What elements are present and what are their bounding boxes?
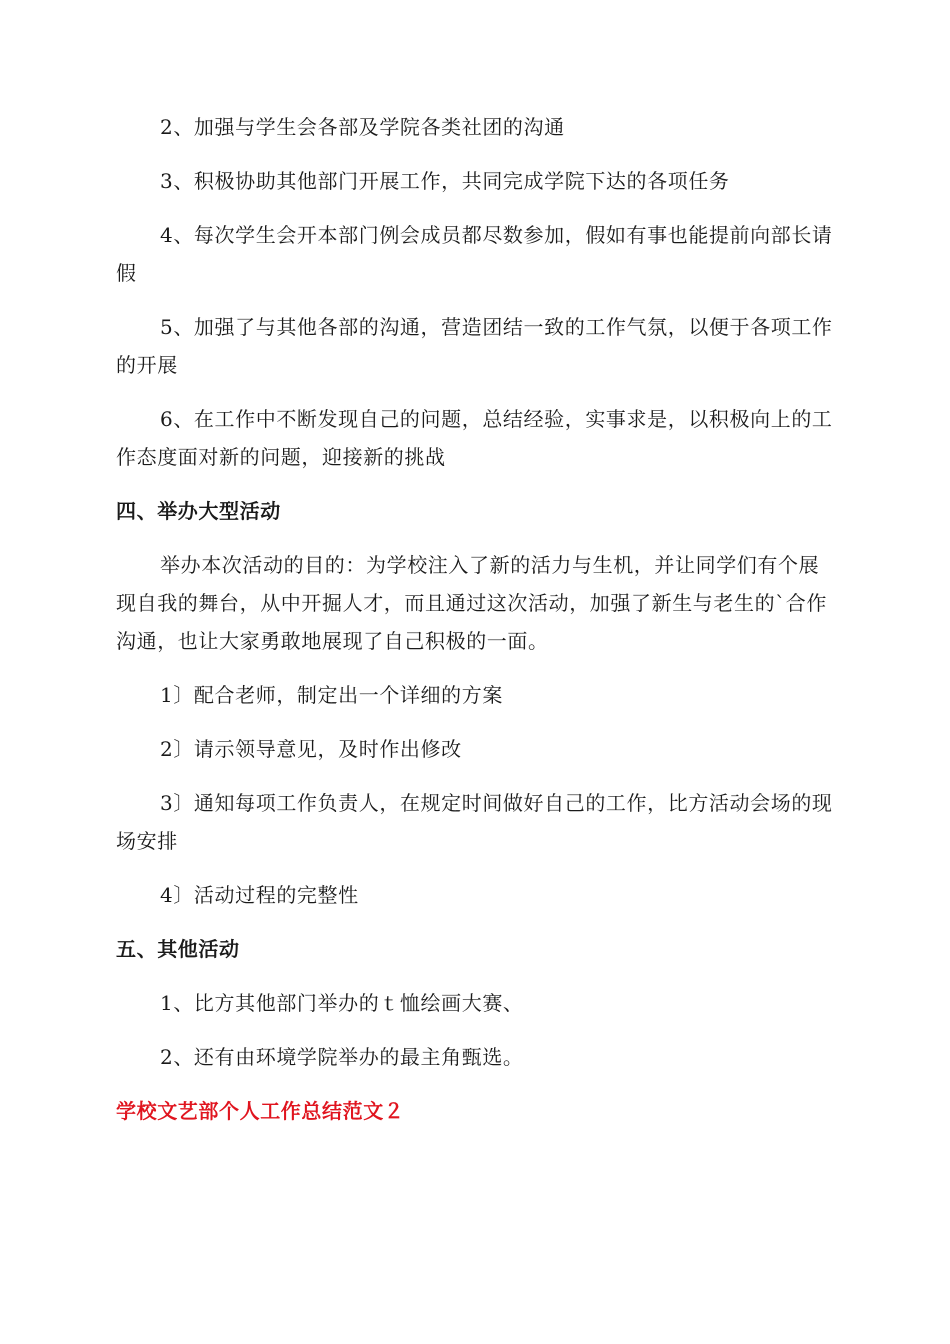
list-item: 5、加强了与其他各部的沟通，营造团结一致的工作气氛，以便于各项工作的开展 [116,315,833,377]
list-item: 2、加强与学生会各部及学院各类社团的沟通 [160,115,565,139]
list-item: 2〕请示领导意见，及时作出修改 [160,737,462,761]
document-page [116,108,836,1146]
section-intro: 举办本次活动的目的：为学校注入了新的活力与生机，并让同学们有个展现自我的舞台，从中开掘人才，而且通过这次活动，加强了新生与老生的`合作沟通，也让大家勇敢地展现了自己积极的一面。 [116,553,827,653]
list-item: 1、比方其他部门举办的ｔ恤绘画大赛、 [160,991,524,1015]
list-item: 3、积极协助其他部门开展工作，共同完成学院下达的各项任务 [160,169,730,193]
section-heading-4: 四、举办大型活动 [116,499,281,523]
next-article-title: 学校文艺部个人工作总结范文２ [116,1099,405,1123]
list-item: 3〕通知每项工作负责人，在规定时间做好自己的工作，比方活动会场的现场安排 [116,791,833,853]
list-item: 1〕配合老师，制定出一个详细的方案 [160,683,503,707]
section-heading-5: 五、其他活动 [116,937,240,961]
list-item: 2、还有由环境学院举办的最主角甄选。 [160,1045,524,1069]
list-item: 6、在工作中不断发现自己的问题，总结经验，实事求是，以积极向上的工作态度面对新的问题，迎接新的挑战 [116,407,833,469]
list-item: 4〕活动过程的完整性 [160,883,359,907]
list-item: 4、每次学生会开本部门例会成员都尽数参加，假如有事也能提前向部长请假 [116,223,833,285]
